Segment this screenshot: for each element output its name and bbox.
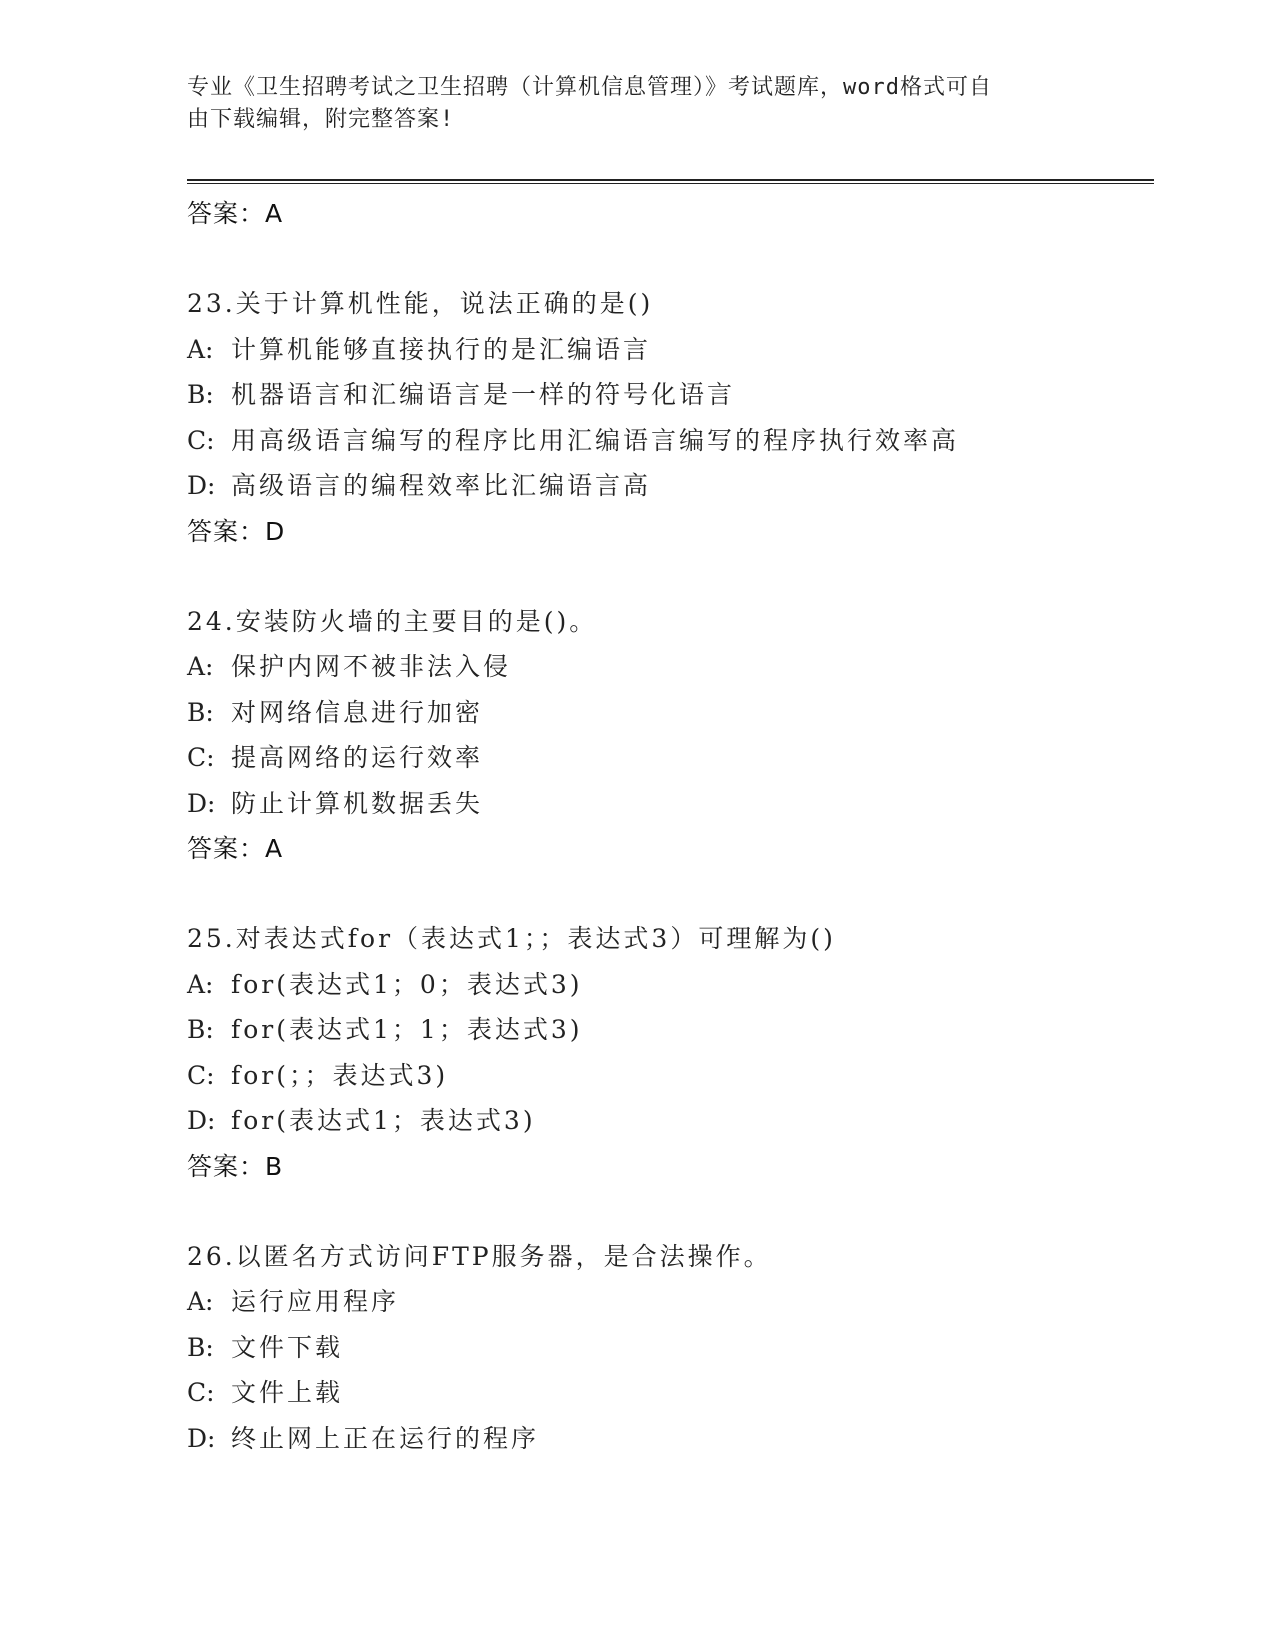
option-letter: C:	[187, 743, 215, 772]
option-letter: C:	[187, 1060, 215, 1090]
question-list	[187, 191, 1147, 1461]
option-text: for(表达式1；表达式3)	[231, 1106, 536, 1135]
option-text: for(；；表达式3)	[231, 1060, 449, 1090]
option-letter: B:	[187, 380, 214, 409]
option-letter: C:	[187, 425, 215, 455]
option-a	[187, 962, 1147, 1008]
option-letter: B:	[187, 697, 214, 727]
option-text: 文件上载	[231, 1378, 344, 1407]
option-text: 文件下载	[231, 1332, 344, 1362]
option-letter: A:	[187, 334, 214, 364]
option-c	[187, 735, 1147, 781]
answer-line: 答案：D	[187, 516, 286, 546]
option-text: for(表达式1；0；表达式3)	[231, 969, 583, 999]
question-block	[187, 916, 1147, 1190]
question-stem: 24.安装防火墙的主要目的是()。	[187, 606, 598, 636]
option-letter: D:	[187, 471, 216, 500]
option-letter: B:	[187, 1015, 214, 1044]
header-divider	[187, 179, 1154, 185]
option-text: 提高网络的运行效率	[231, 743, 484, 772]
question-stem: 23.关于计算机性能，说法正确的是()	[187, 289, 654, 318]
option-d	[187, 1098, 1147, 1144]
question-stem: 25.对表达式for（表达式1；；表达式3）可理解为()	[187, 924, 836, 953]
option-text: 计算机能够直接执行的是汇编语言	[231, 334, 652, 364]
document-header	[187, 72, 1067, 136]
question-block	[187, 599, 1147, 873]
option-b	[187, 690, 1147, 736]
answer-line: 答案：B	[187, 1151, 284, 1181]
option-a	[187, 1279, 1147, 1325]
option-b	[187, 372, 1147, 418]
option-b	[187, 1007, 1147, 1053]
answer-line: 答案：A	[187, 834, 284, 863]
option-text: 保护内网不被非法入侵	[231, 652, 512, 681]
option-letter: A:	[187, 969, 214, 999]
header-line-1: 专业《卫生招聘考试之卫生招聘（计算机信息管理）》考试题库，word格式可自	[187, 75, 992, 100]
option-letter: A:	[187, 1287, 214, 1316]
option-text: 运行应用程序	[231, 1287, 400, 1316]
option-letter: C:	[187, 1378, 215, 1407]
option-text: 高级语言的编程效率比汇编语言高	[231, 471, 652, 500]
option-letter: D:	[187, 788, 216, 818]
question-block	[187, 281, 1147, 555]
option-letter: B:	[187, 1332, 214, 1362]
option-text: 机器语言和汇编语言是一样的符号化语言	[231, 380, 736, 409]
answer-line: 答案：A	[187, 199, 284, 228]
option-text: for(表达式1；1；表达式3)	[231, 1015, 583, 1044]
option-b	[187, 1325, 1147, 1371]
option-text: 用高级语言编写的程序比用汇编语言编写的程序执行效率高	[231, 425, 960, 455]
question-block	[187, 1234, 1147, 1462]
option-c	[187, 418, 1147, 464]
question-stem: 26.以匿名方式访问FTP服务器，是合法操作。	[187, 1241, 772, 1271]
option-letter: D:	[187, 1423, 216, 1453]
option-letter: A:	[187, 652, 214, 681]
option-text: 防止计算机数据丢失	[231, 788, 484, 818]
option-c	[187, 1370, 1147, 1416]
option-d	[187, 1416, 1147, 1462]
option-d	[187, 781, 1147, 827]
option-a	[187, 327, 1147, 373]
option-a	[187, 644, 1147, 690]
option-c	[187, 1053, 1147, 1099]
header-line-2: 由下载编辑，附完整答案!	[187, 107, 455, 132]
option-text: 终止网上正在运行的程序	[231, 1423, 540, 1453]
option-text: 对网络信息进行加密	[231, 697, 484, 727]
option-d	[187, 463, 1147, 509]
option-letter: D:	[187, 1106, 216, 1135]
